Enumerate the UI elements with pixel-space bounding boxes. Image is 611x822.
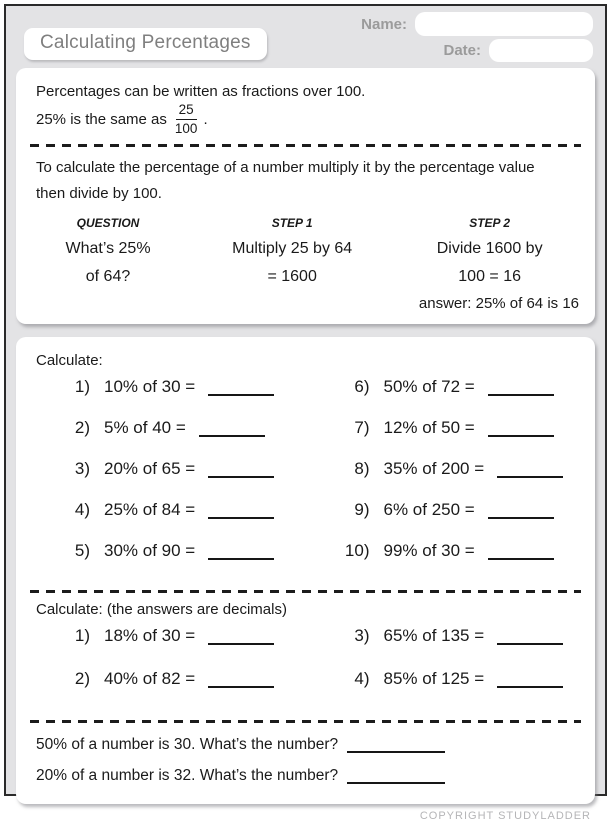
dashed-divider bbox=[30, 590, 581, 593]
example-step1-line1: Multiply 25 by 64 bbox=[232, 239, 353, 257]
problem-row bbox=[52, 500, 306, 541]
date-field-row bbox=[443, 39, 593, 62]
problem-expression: 20% of 65 = bbox=[104, 458, 196, 478]
copyright-notice: COPYRIGHT STUDYLADDER bbox=[419, 809, 591, 822]
problem-number: 2) bbox=[74, 417, 90, 437]
exercise2-right-column bbox=[306, 626, 582, 712]
method-line-2: then divide by 100. bbox=[36, 184, 162, 202]
worked-example bbox=[30, 216, 581, 291]
intro-line-1: Percentages can be written as fractions over 100. bbox=[36, 83, 366, 100]
problem-number: 8) bbox=[354, 458, 370, 478]
name-field-row bbox=[361, 12, 593, 36]
example-step2-line2: 100 = 16 bbox=[458, 267, 522, 285]
problem-number: 3) bbox=[354, 625, 370, 645]
answer-blank[interactable] bbox=[199, 422, 265, 437]
answer-blank[interactable] bbox=[347, 738, 445, 753]
problem-row bbox=[332, 626, 582, 669]
name-label: Name: bbox=[361, 15, 407, 33]
worksheet-page bbox=[4, 4, 607, 822]
word-problem-row bbox=[36, 734, 581, 754]
exercise1-heading: Calculate: bbox=[36, 351, 103, 369]
problem-number: 4) bbox=[354, 668, 370, 688]
answer-blank[interactable] bbox=[488, 504, 554, 519]
problem-expression: 99% of 30 = bbox=[383, 540, 475, 560]
problem-row bbox=[52, 459, 306, 500]
problem-row bbox=[52, 626, 306, 669]
answer-blank[interactable] bbox=[208, 504, 274, 519]
problem-expression: 85% of 125 = bbox=[383, 668, 485, 688]
example-step2-header: STEP 2 bbox=[469, 215, 511, 230]
name-input[interactable] bbox=[415, 12, 593, 36]
example-question-line2: of 64? bbox=[85, 267, 131, 285]
date-input[interactable] bbox=[489, 39, 593, 62]
intro-card bbox=[16, 68, 595, 324]
fraction-numerator: 25 bbox=[176, 102, 197, 120]
dashed-divider bbox=[30, 720, 581, 723]
problem-expression: 25% of 84 = bbox=[104, 499, 196, 519]
example-step1-header: STEP 1 bbox=[271, 215, 313, 230]
answer-blank[interactable] bbox=[497, 630, 563, 645]
fraction-25-over-100 bbox=[174, 102, 199, 136]
problem-number: 7) bbox=[354, 417, 370, 437]
exercise2-grid bbox=[30, 626, 581, 712]
problem-expression: 18% of 30 = bbox=[104, 625, 196, 645]
answer-blank[interactable] bbox=[208, 381, 274, 396]
practice-card bbox=[16, 337, 595, 804]
same-as-suffix: . bbox=[203, 110, 208, 128]
example-answer: answer: 25% of 64 is 16 bbox=[418, 294, 579, 312]
page-title: Calculating Percentages bbox=[24, 28, 267, 60]
example-question-column bbox=[30, 216, 186, 291]
intro-line-2 bbox=[36, 102, 581, 136]
problem-expression: 12% of 50 = bbox=[383, 417, 475, 437]
problem-expression: 35% of 200 = bbox=[383, 458, 485, 478]
method-line-1: To calculate the percentage of a number multiply it by the percentage value bbox=[36, 159, 535, 177]
answer-blank[interactable] bbox=[208, 463, 274, 478]
problem-number: 9) bbox=[354, 499, 370, 519]
exercise1-right-column bbox=[306, 377, 582, 582]
example-step2-line1: Divide 1600 by bbox=[436, 239, 543, 257]
answer-blank[interactable] bbox=[208, 673, 274, 688]
answer-blank[interactable] bbox=[497, 463, 563, 478]
same-as-prefix: 25% is the same as bbox=[36, 110, 167, 128]
problem-row bbox=[52, 418, 306, 459]
fraction-denominator: 100 bbox=[174, 120, 198, 136]
problem-row bbox=[332, 459, 582, 500]
problem-expression: 10% of 30 = bbox=[104, 376, 196, 396]
problem-expression: 50% of 72 = bbox=[383, 376, 475, 396]
answer-blank[interactable] bbox=[488, 545, 554, 560]
problem-number: 10) bbox=[344, 540, 370, 560]
problem-row bbox=[52, 669, 306, 712]
problem-expression: 65% of 135 = bbox=[383, 625, 485, 645]
answer-blank[interactable] bbox=[488, 381, 554, 396]
problem-expression: 5% of 40 = bbox=[104, 417, 186, 437]
problem-number: 1) bbox=[74, 625, 90, 645]
problem-number: 5) bbox=[74, 540, 90, 560]
problem-number: 4) bbox=[74, 499, 90, 519]
date-label: Date: bbox=[443, 42, 481, 59]
example-step1-line2: = 1600 bbox=[267, 267, 317, 285]
example-question-line1: What’s 25% bbox=[65, 239, 151, 257]
problem-row bbox=[332, 500, 582, 541]
exercise2-heading: Calculate: (the answers are decimals) bbox=[36, 600, 287, 618]
problem-row bbox=[332, 541, 582, 582]
example-step1-column bbox=[186, 216, 398, 291]
problem-row bbox=[52, 541, 306, 582]
word-problem-text: 50% of a number is 30. What’s the number? bbox=[36, 735, 339, 753]
answer-blank[interactable] bbox=[488, 422, 554, 437]
answer-blank[interactable] bbox=[208, 630, 274, 645]
exercise2-left-column bbox=[30, 626, 306, 712]
problem-number: 3) bbox=[74, 458, 90, 478]
problem-row bbox=[52, 377, 306, 418]
dashed-divider bbox=[30, 144, 581, 147]
answer-blank[interactable] bbox=[347, 769, 445, 784]
header bbox=[16, 6, 595, 68]
problem-expression: 30% of 90 = bbox=[104, 540, 196, 560]
problem-expression: 6% of 250 = bbox=[383, 499, 475, 519]
exercise1-left-column bbox=[30, 377, 306, 582]
problem-row bbox=[332, 418, 582, 459]
problem-row bbox=[332, 669, 582, 712]
problem-number: 1) bbox=[74, 376, 90, 396]
answer-blank[interactable] bbox=[497, 673, 563, 688]
word-problem-text: 20% of a number is 32. What’s the number? bbox=[36, 766, 339, 784]
answer-blank[interactable] bbox=[208, 545, 274, 560]
problem-expression: 40% of 82 = bbox=[104, 668, 196, 688]
exercise1-grid bbox=[30, 377, 581, 582]
problem-number: 2) bbox=[74, 668, 90, 688]
example-question-header: QUESTION bbox=[76, 215, 140, 230]
example-step2-column bbox=[398, 216, 581, 291]
problem-row bbox=[332, 377, 582, 418]
word-problem-row bbox=[36, 765, 581, 785]
problem-number: 6) bbox=[354, 376, 370, 396]
